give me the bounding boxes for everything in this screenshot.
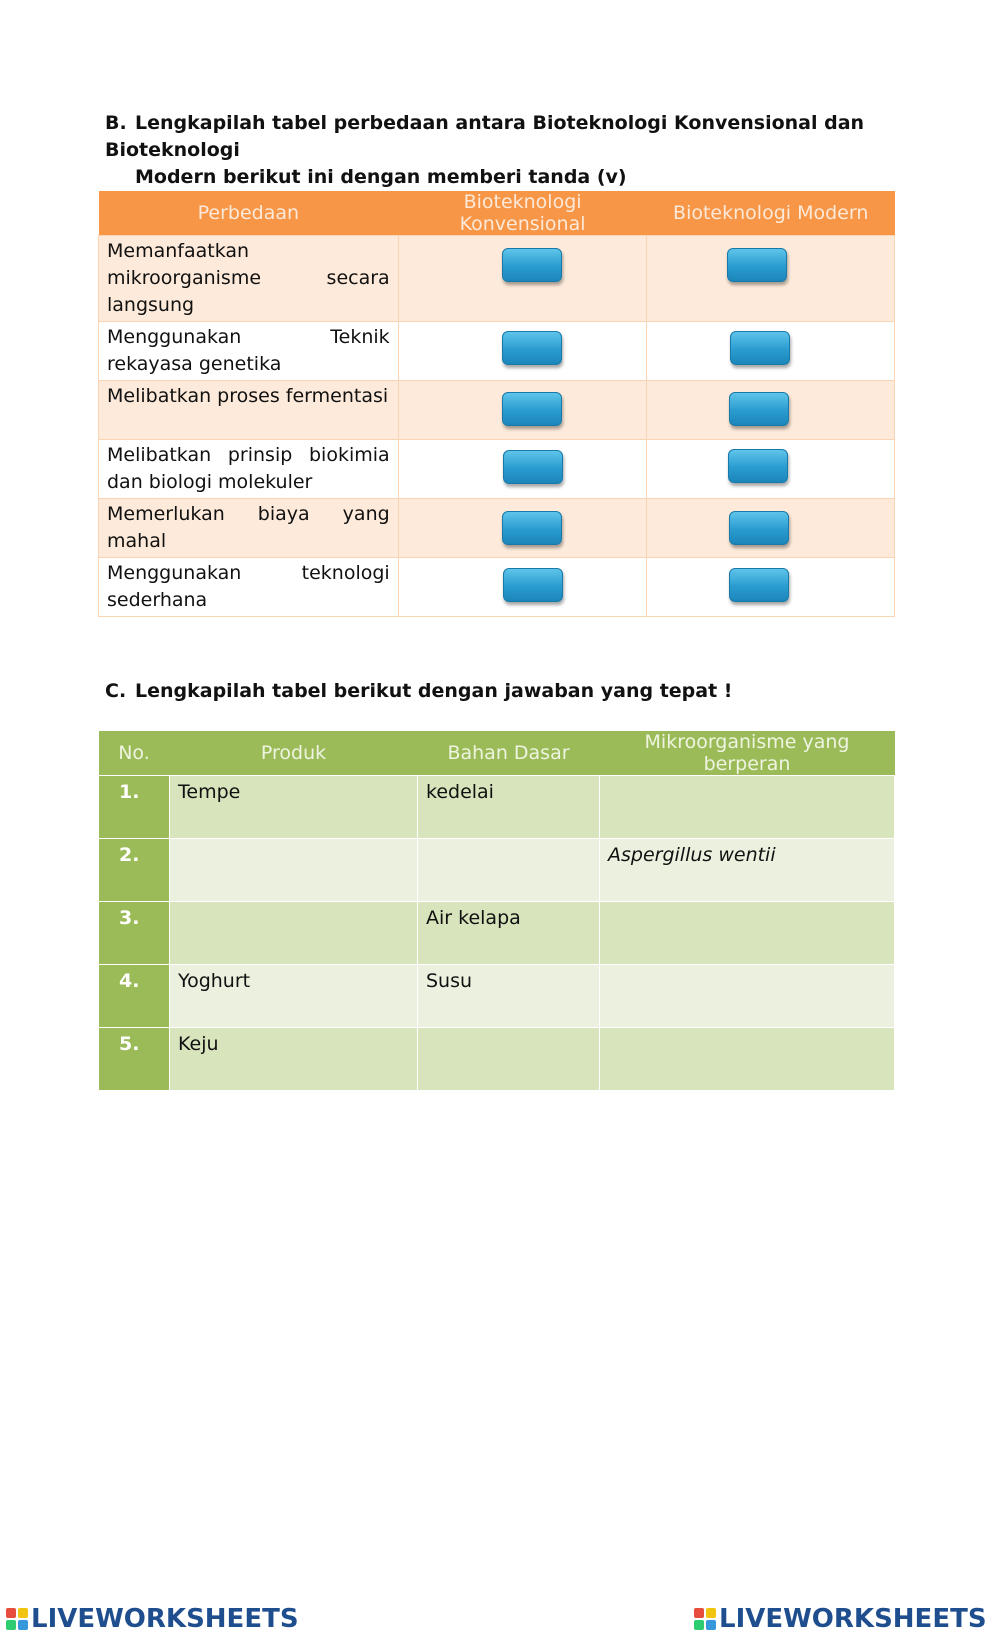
question-c-number: C.	[105, 680, 127, 702]
modern-cell	[647, 381, 895, 440]
question-c	[105, 678, 895, 705]
modern-cell	[647, 499, 895, 558]
row-label: Menggunakan Teknik rekayasa genetika	[99, 322, 399, 381]
mikro-cell[interactable]	[600, 776, 895, 839]
konvensional-cell	[398, 440, 647, 499]
table-c-header-row	[99, 731, 895, 776]
produk-cell[interactable]	[170, 902, 418, 965]
bahan-cell[interactable]	[418, 1028, 600, 1091]
konvensional-cell	[398, 558, 647, 617]
question-c-text: Lengkapilah tabel berikut dengan jawaban yang tepat !	[135, 680, 733, 702]
bahan-cell[interactable]: kedelai	[418, 776, 600, 839]
checkbox-modern[interactable]	[727, 248, 787, 282]
checkbox-modern[interactable]	[729, 392, 789, 426]
table-row	[99, 776, 895, 839]
table-row	[99, 381, 895, 440]
row-label: Menggunakan teknologi sederhana	[99, 558, 399, 617]
liveworksheets-logo-right[interactable]	[694, 1605, 987, 1633]
produk-cell[interactable]: Keju	[170, 1028, 418, 1091]
row-label: Memerlukan biaya yang mahal	[99, 499, 399, 558]
bahan-cell[interactable]: Air kelapa	[418, 902, 600, 965]
question-b	[105, 110, 895, 191]
question-b-line1: Lengkapilah tabel perbedaan antara Bioteknologi Konvensional dan Bioteknologi	[105, 112, 865, 161]
table-row	[99, 558, 895, 617]
checkbox-modern[interactable]	[729, 568, 789, 602]
header-konvensional: Bioteknologi Konvensional	[398, 191, 647, 236]
row-number: 1.	[99, 776, 170, 839]
konvensional-cell	[398, 322, 647, 381]
checkbox-modern[interactable]	[728, 449, 788, 483]
bahan-cell[interactable]	[418, 839, 600, 902]
table-biotech-difference	[98, 191, 895, 617]
mikro-cell[interactable]: Aspergillus wentii	[600, 839, 895, 902]
checkbox-modern[interactable]	[730, 331, 790, 365]
row-number: 3.	[99, 902, 170, 965]
produk-cell[interactable]: Yoghurt	[170, 965, 418, 1028]
header-bahan-dasar: Bahan Dasar	[418, 731, 600, 776]
bahan-cell[interactable]: Susu	[418, 965, 600, 1028]
question-b-number: B.	[105, 112, 127, 134]
konvensional-cell	[398, 381, 647, 440]
question-b-line2: Modern berikut ini dengan memberi tanda (v)	[135, 166, 627, 188]
modern-cell	[647, 236, 895, 322]
produk-cell[interactable]: Tempe	[170, 776, 418, 839]
header-modern: Bioteknologi Modern	[647, 191, 895, 236]
header-mikroorganisme: Mikroorganisme yang berperan	[600, 731, 895, 776]
table-row	[99, 965, 895, 1028]
table-row	[99, 839, 895, 902]
logo-text: LIVEWORKSHEETS	[31, 1604, 299, 1634]
modern-cell	[647, 440, 895, 499]
header-perbedaan: Perbedaan	[99, 191, 399, 236]
checkbox-konvensional[interactable]	[503, 568, 563, 602]
table-products	[98, 731, 895, 1091]
row-number: 4.	[99, 965, 170, 1028]
logo-text: LIVEWORKSHEETS	[719, 1604, 987, 1634]
row-number: 5.	[99, 1028, 170, 1091]
konvensional-cell	[398, 499, 647, 558]
table-row	[99, 236, 895, 322]
table-row	[99, 440, 895, 499]
checkbox-konvensional[interactable]	[502, 331, 562, 365]
header-produk: Produk	[170, 731, 418, 776]
produk-cell[interactable]	[170, 839, 418, 902]
table-row	[99, 322, 895, 381]
checkbox-konvensional[interactable]	[502, 248, 562, 282]
checkbox-konvensional[interactable]	[502, 511, 562, 545]
row-label: Memanfaatkan mikroorganisme secara langsung	[99, 236, 399, 322]
table-b-header-row	[99, 191, 895, 236]
logo-blocks-icon	[6, 1608, 28, 1630]
mikro-cell[interactable]	[600, 965, 895, 1028]
header-no: No.	[99, 731, 170, 776]
liveworksheets-logo-left[interactable]	[6, 1605, 299, 1633]
logo-blocks-icon	[694, 1608, 716, 1630]
checkbox-konvensional[interactable]	[503, 450, 563, 484]
mikro-cell[interactable]	[600, 1028, 895, 1091]
modern-cell	[647, 558, 895, 617]
table-row	[99, 499, 895, 558]
row-label: Melibatkan proses fermentasi	[99, 381, 399, 440]
checkbox-konvensional[interactable]	[502, 392, 562, 426]
konvensional-cell	[398, 236, 647, 322]
checkbox-modern[interactable]	[729, 511, 789, 545]
table-row	[99, 902, 895, 965]
mikro-cell[interactable]	[600, 902, 895, 965]
table-row	[99, 1028, 895, 1091]
row-label: Melibatkan prinsip biokimia dan biologi molekuler	[99, 440, 399, 499]
modern-cell	[647, 322, 895, 381]
row-number: 2.	[99, 839, 170, 902]
